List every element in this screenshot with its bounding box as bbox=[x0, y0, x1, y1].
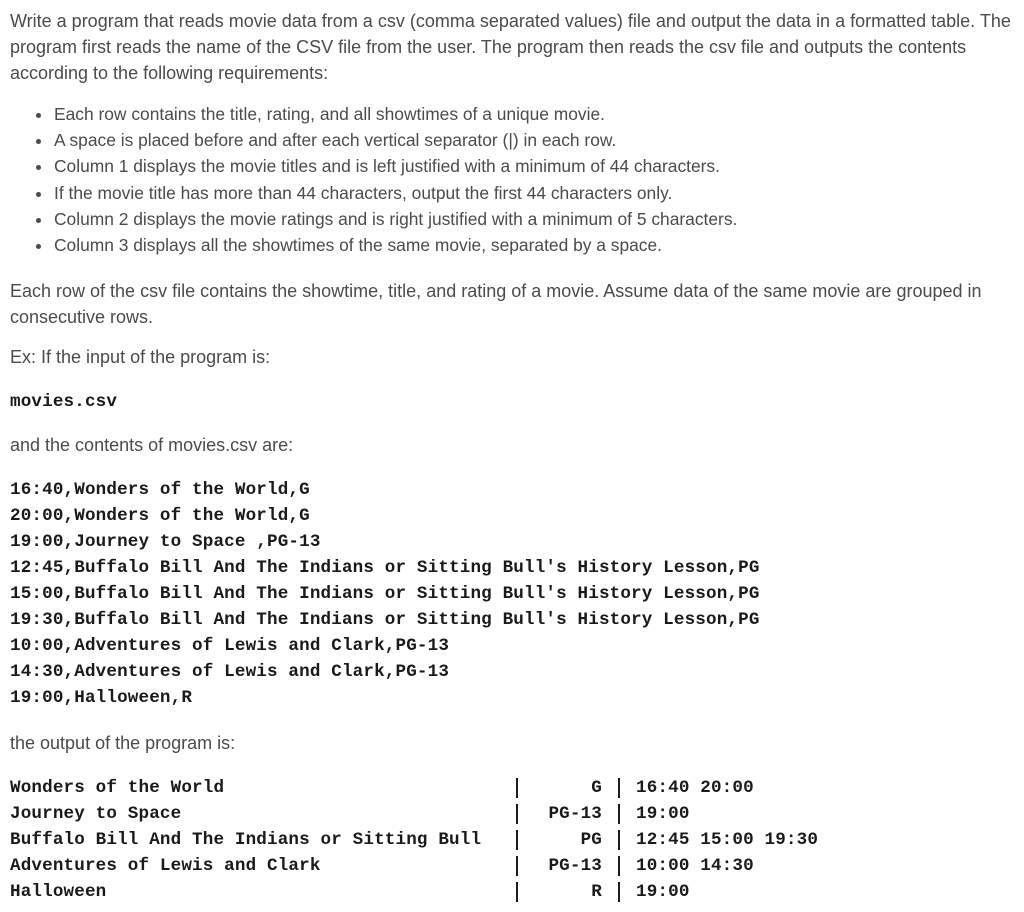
csv-line: 12:45,Buffalo Bill And The Indians or Sitting Bull's History Lesson,PG bbox=[10, 558, 760, 579]
output-table bbox=[10, 775, 1014, 905]
csv-line: 16:40,Wonders of the World,G bbox=[10, 480, 310, 501]
output-rating: PG-13 bbox=[548, 804, 602, 825]
csv-line: 19:00,Halloween,R bbox=[10, 688, 193, 709]
csv-line: 19:00,Journey to Space ,PG-13 bbox=[10, 532, 321, 553]
column-separator bbox=[602, 830, 636, 850]
csv-line: 14:30,Adventures of Lewis and Clark,PG-13 bbox=[10, 662, 450, 683]
output-showtimes: 19:00 bbox=[636, 804, 690, 825]
output-rating: PG-13 bbox=[548, 856, 602, 877]
output-row bbox=[10, 853, 1014, 879]
csv-line: 20:00,Wonders of the World,G bbox=[10, 506, 310, 527]
requirement-item: • If the movie title has more than 44 characters, output the first 44 characters only. bbox=[53, 180, 1014, 206]
output-rating: PG bbox=[580, 830, 602, 851]
csv-line: 10:00,Adventures of Lewis and Clark,PG-13 bbox=[10, 636, 450, 657]
column-separator bbox=[516, 804, 528, 824]
contents-label: and the contents of movies.csv are: bbox=[10, 435, 294, 456]
requirement-item: • Column 3 displays all the showtimes of the same movie, separated by a space. bbox=[53, 232, 1014, 258]
output-title: Buffalo Bill And The Indians or Sitting Bull bbox=[10, 830, 482, 851]
output-title: Journey to Space bbox=[10, 804, 182, 825]
column-separator bbox=[602, 882, 636, 902]
column-separator bbox=[516, 778, 528, 798]
column-separator bbox=[516, 830, 528, 850]
output-showtimes: 19:00 bbox=[636, 882, 690, 903]
column-separator bbox=[602, 856, 636, 876]
requirement-item: • A space is placed before and after each vertical separator (|) in each row. bbox=[53, 127, 1014, 153]
output-title: Wonders of the World bbox=[10, 778, 225, 799]
output-row bbox=[10, 827, 1014, 853]
output-showtimes: 16:40 20:00 bbox=[636, 778, 754, 799]
csv-contents bbox=[10, 477, 1014, 711]
csv-description: Each row of the csv file contains the showtime, title, and rating of a movie. Assume data of the same movie are grouped in consecutive rows. bbox=[10, 281, 982, 328]
column-separator bbox=[516, 882, 528, 902]
output-title: Adventures of Lewis and Clark bbox=[10, 856, 321, 877]
output-rating: G bbox=[591, 778, 602, 799]
column-separator bbox=[602, 804, 636, 824]
column-separator bbox=[516, 856, 528, 876]
requirement-item: • Each row contains the title, rating, and all showtimes of a unique movie. bbox=[53, 101, 1014, 127]
output-label: the output of the program is: bbox=[10, 733, 236, 754]
output-title: Halloween bbox=[10, 882, 107, 903]
requirement-item: • Column 1 displays the movie titles and is left justified with a minimum of 44 characters. bbox=[53, 153, 1014, 179]
requirements-list bbox=[10, 101, 1014, 258]
output-row bbox=[10, 879, 1014, 905]
csv-line: 19:30,Buffalo Bill And The Indians or Sitting Bull's History Lesson,PG bbox=[10, 610, 760, 631]
output-row bbox=[10, 775, 1014, 801]
output-rating: R bbox=[591, 882, 602, 903]
intro-paragraph: Write a program that reads movie data from a csv (comma separated values) file and output the data in a formatted table. The program first reads the name of the CSV file from the user. The program then reads the csv file and outputs the contents according to the following requirements: bbox=[10, 11, 1011, 83]
column-separator bbox=[602, 778, 636, 798]
output-showtimes: 10:00 14:30 bbox=[636, 856, 754, 877]
example-input: movies.csv bbox=[10, 392, 118, 413]
requirement-item: • Column 2 displays the movie ratings and is right justified with a minimum of 5 characters. bbox=[53, 206, 1014, 232]
csv-line: 15:00,Buffalo Bill And The Indians or Sitting Bull's History Lesson,PG bbox=[10, 584, 760, 605]
output-row bbox=[10, 801, 1014, 827]
output-showtimes: 12:45 15:00 19:30 bbox=[636, 830, 819, 851]
example-intro: Ex: If the input of the program is: bbox=[10, 347, 271, 368]
